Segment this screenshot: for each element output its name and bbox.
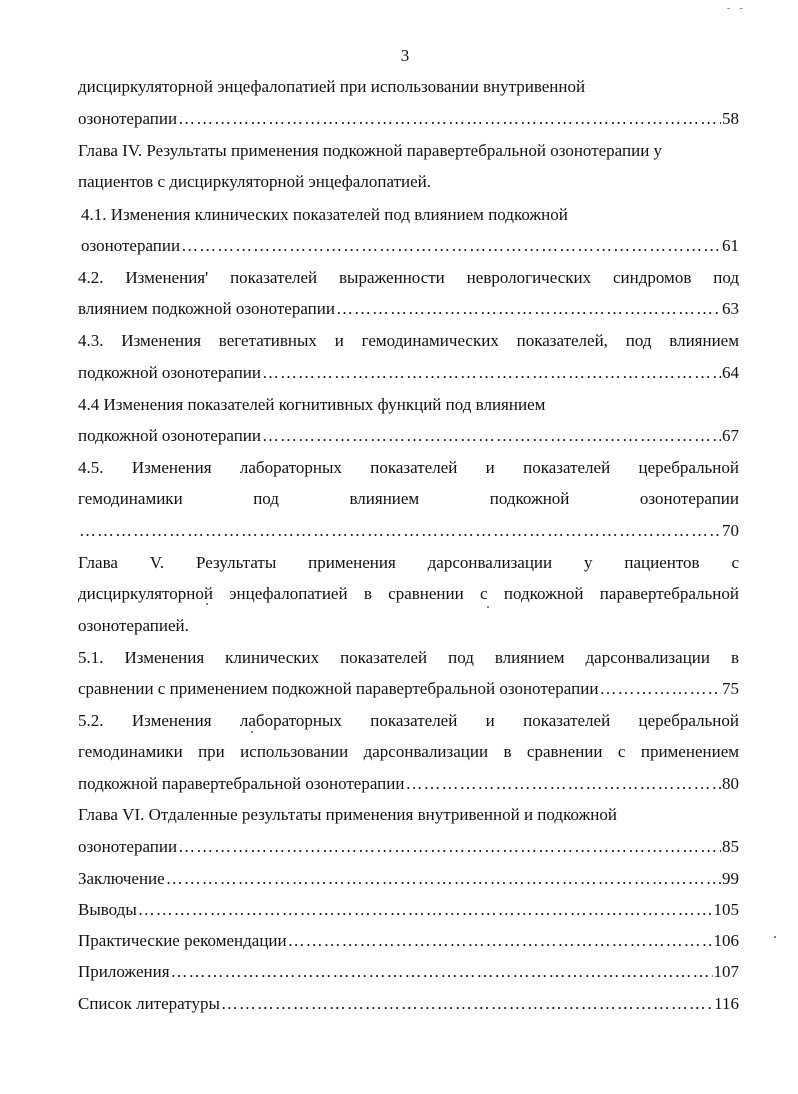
toc-page-number: 61 bbox=[722, 236, 739, 255]
toc-leader-dots bbox=[166, 869, 721, 889]
toc-entry-title: Список литературы bbox=[78, 994, 220, 1013]
toc-line: 4.1. Изменения клинических показателей под влиянием подкожной bbox=[81, 205, 568, 224]
toc-entry bbox=[78, 299, 739, 319]
toc-entry-title: озонотерапии bbox=[78, 109, 178, 128]
toc-entry bbox=[78, 994, 739, 1014]
toc-entry bbox=[78, 109, 739, 129]
toc-leader-dots bbox=[262, 363, 721, 383]
toc-page-number: 105 bbox=[713, 900, 739, 919]
toc-line: 4.3. Изменения вегетативных и гемодинамических показателей, под влиянием bbox=[78, 331, 739, 350]
toc-entry-title: Практические рекомендации bbox=[78, 931, 287, 950]
toc-entry bbox=[78, 521, 739, 541]
toc-leader-dots bbox=[181, 236, 721, 256]
toc-leader-dots bbox=[262, 426, 721, 446]
toc-entry bbox=[78, 363, 739, 383]
toc-page-number: 80 bbox=[722, 774, 739, 793]
toc-entry-title: влиянием подкожной озонотерапии bbox=[78, 299, 335, 318]
toc-page-number: 64 bbox=[722, 363, 739, 382]
toc-entry bbox=[78, 679, 739, 699]
toc-line: дисциркуляторной энцефалопатией в сравнении с подкожной паравертебральной bbox=[78, 584, 739, 603]
toc-entry-title: подкожной озонотерапии bbox=[78, 363, 261, 382]
page-number: 3 bbox=[400, 46, 410, 65]
toc-line: 5.1. Изменения клинических показателей под влиянием дарсонвализации в bbox=[78, 648, 739, 667]
toc-line: озонотерапией. bbox=[78, 616, 189, 635]
chapter-heading: Глава V. Результаты применения дарсонвализации у пациентов с bbox=[78, 553, 739, 572]
toc-leader-dots bbox=[288, 931, 713, 951]
toc-leader-dots bbox=[138, 900, 713, 920]
scan-speck bbox=[206, 603, 208, 605]
scan-speck bbox=[487, 606, 489, 608]
toc-page-number: 58 bbox=[722, 109, 739, 128]
toc-entry bbox=[78, 931, 739, 951]
toc-entry-title: Выводы bbox=[78, 900, 137, 919]
toc-entry-title: подкожной озонотерапии bbox=[78, 426, 261, 445]
toc-entry bbox=[81, 236, 739, 256]
toc-line: гемодинамики под влиянием подкожной озонотерапии bbox=[78, 489, 739, 508]
toc-leader-dots bbox=[221, 994, 713, 1014]
toc-page-number: 107 bbox=[713, 962, 739, 981]
chapter-heading: Глава IV. Результаты применения подкожной паравертебральной озонотерапии у bbox=[78, 141, 663, 160]
toc-line: 5.2. Изменения лабораторных показателей и показателей церебральной bbox=[78, 711, 739, 730]
toc-entry-title: Заключение bbox=[78, 869, 165, 888]
toc-entry-title: сравнении с применением подкожной паравертебральной озонотерапии bbox=[78, 679, 599, 698]
toc-line: 4.5. Изменения лабораторных показателей и показателей церебральной bbox=[78, 458, 739, 477]
toc-line: дисциркуляторной энцефалопатией при использовании внутривенной bbox=[78, 77, 586, 96]
toc-entry bbox=[78, 774, 739, 794]
toc-page-number: 63 bbox=[722, 299, 739, 318]
toc-leader-dots bbox=[178, 109, 721, 129]
toc-entry bbox=[78, 869, 739, 889]
toc-page-number: 75 bbox=[722, 679, 739, 698]
toc-page-number: 67 bbox=[722, 426, 739, 445]
chapter-heading: Глава VI. Отдаленные результаты применения внутривенной и подкожной bbox=[78, 805, 617, 824]
toc-entry bbox=[78, 837, 739, 857]
toc-leader-dots bbox=[178, 837, 721, 857]
scan-speck bbox=[774, 936, 776, 938]
toc-leader-dots bbox=[599, 679, 721, 699]
toc-leader-dots bbox=[336, 299, 721, 319]
toc-entry-title: озонотерапии bbox=[78, 837, 178, 856]
toc-line: пациентов с дисциркуляторной энцефалопатией. bbox=[78, 172, 432, 191]
toc-page-number: 106 bbox=[713, 931, 739, 950]
toc-page-number: 99 bbox=[722, 869, 739, 888]
scan-speck bbox=[251, 731, 253, 733]
toc-leader-dots bbox=[171, 962, 713, 982]
toc-entry-title: Приложения bbox=[78, 962, 170, 981]
toc-entry bbox=[78, 426, 739, 446]
toc-entry bbox=[78, 962, 739, 982]
toc-entry-title: озонотерапии bbox=[81, 236, 181, 255]
corner-mark: - - bbox=[726, 2, 746, 14]
toc-leader-dots bbox=[79, 521, 721, 541]
toc-entry bbox=[78, 900, 739, 920]
toc-page-number: 116 bbox=[714, 994, 739, 1013]
toc-line: 4.4 Изменения показателей когнитивных функций под влиянием bbox=[78, 395, 546, 414]
toc-page-number: 85 bbox=[722, 837, 739, 856]
toc-entry-title: подкожной паравертебральной озонотерапии bbox=[78, 774, 405, 793]
toc-line: гемодинамики при использовании дарсонвализации в сравнении с применением bbox=[78, 742, 739, 761]
toc-page-number: 70 bbox=[722, 521, 739, 540]
toc-leader-dots bbox=[405, 774, 721, 794]
toc-line: 4.2. Изменения' показателей выраженности неврологических синдромов под bbox=[78, 268, 739, 287]
